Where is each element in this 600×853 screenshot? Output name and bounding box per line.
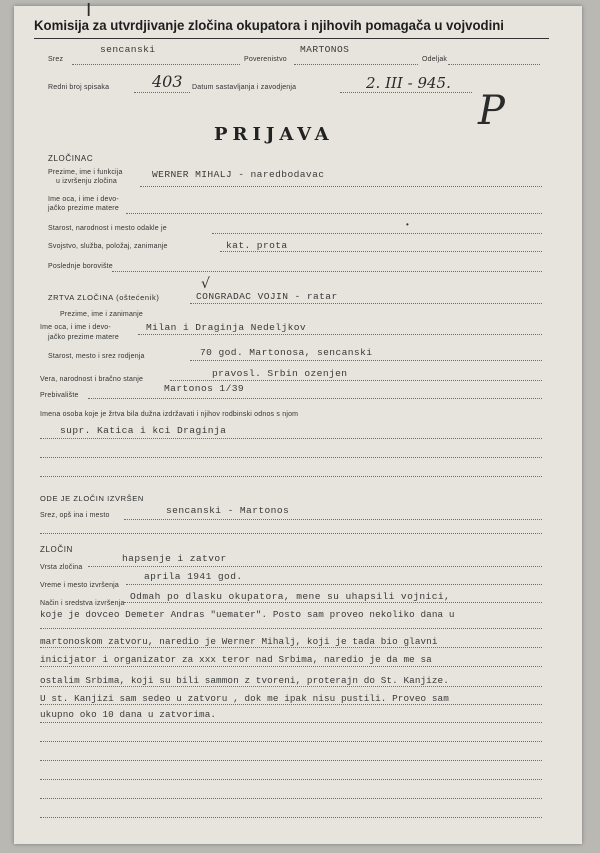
margin-mark-top-left: I	[86, 0, 92, 21]
commission-title: Komisija za utvrdjivanje zločina okupatora i njihovih pomagača u vojvodini	[34, 18, 504, 34]
narrative-line: martonoskom zatvoru, naredio je Werner Mihalj, koji je tada bio glavni	[40, 636, 438, 647]
narrative-line: ostalim Srbima, koji su bili sammon z tvoreni, proterajn do St. Kanjize.	[40, 675, 449, 686]
datum-label: Datum sastavljanja i zavodjenja	[192, 84, 297, 91]
zrtva-heading: ZRTVA ZLOČINA (oštećenik)	[48, 293, 160, 302]
zlocinac-heading: ZLOČINAC	[48, 154, 94, 163]
redni-broj-value: 403	[152, 72, 183, 91]
zlocinac-name-value: WERNER MIHALJ - naredbodavac	[152, 169, 325, 180]
margin-mark-top-right: P	[478, 88, 505, 134]
zrtva-parents-label-1: Ime oca, i ime i devo-	[40, 324, 111, 331]
zlocinac-name-label-1: Prezime, ime i funkcija	[48, 169, 123, 176]
zlocin-type-value: hapsenje i zatvor	[122, 553, 227, 564]
zrtva-parents-value: Milan i Draginja Nedeljkov	[146, 322, 307, 333]
poverenistvo-value: MARTONOS	[300, 44, 350, 55]
zrtva-residence-label: Prebivalište	[40, 392, 79, 399]
narrative-line: inicijator i organizator za xxx teror nad Srbima, naredio je da me sa	[40, 654, 432, 665]
zlocin-method-label: Način i sredstva izvršenja	[40, 600, 125, 607]
ink-dot: •	[406, 220, 409, 229]
zlocin-heading: ZLOČIN	[40, 545, 73, 554]
narrative-line: U st. Kanjizi sam sedeo u zatvoru , dok me ipak nisu pustili. Proveo sam	[40, 693, 449, 704]
datum-value: 2. III - 945.	[366, 74, 451, 92]
srez-label: Srez	[48, 56, 64, 63]
zlocinac-role-label: Svojstvo, služba, položaj, zanimanje	[48, 243, 168, 250]
zrtva-faith-value: pravosl. Srbin ozenjen	[212, 368, 348, 379]
poverenistvo-label: Poverenistvo	[244, 56, 287, 63]
zlocinac-name-label-2: u izvršenju zločina	[56, 178, 117, 185]
check-mark: √	[201, 276, 210, 292]
odeljak-label: Odeljak	[422, 56, 448, 63]
zrtva-residence-value: Martonos 1/39	[164, 383, 245, 394]
zlocinac-parents-label-2: jačko prezime matere	[48, 205, 119, 212]
zrtva-faith-label: Vera, narodnost i bračno stanje	[40, 376, 144, 383]
zrtva-name-value: CONGRADAC VOJIN - ratar	[196, 291, 338, 302]
srez-value: sencanski	[100, 44, 156, 55]
zrtva-name-label: Prezime, ime i zanimanje	[60, 311, 143, 318]
zlocinac-parents-label-1: Ime oca, i ime i devo-	[48, 196, 119, 203]
zrtva-dependents-label: Imena osoba koje je žrtva bila dužna izdržavati i njihov rodbinski odnos s njom	[40, 411, 299, 418]
narrative-line: koje je dovceo Demeter Andras "uemater". Posto sam proveo nekoliko dana u	[40, 609, 455, 620]
zrtva-birth-value: 70 god. Martonosa, sencanski	[200, 347, 373, 358]
zrtva-dependents-value: supr. Katica i kci Draginja	[60, 425, 227, 436]
zlocin-type-label: Vrsta zločina	[40, 564, 83, 571]
zlocin-time-value: aprila 1941 god.	[144, 571, 243, 582]
mesto-place-value: sencanski - Martonos	[166, 505, 290, 516]
document-title: PRIJAVA	[214, 124, 334, 145]
mesto-heading: ODE JE ZLOČIN IZVRŠEN	[40, 494, 144, 503]
redni-broj-label: Redni broj spisaka	[48, 84, 110, 91]
zlocinac-origin-label: Starost, narodnost i mesto odakle je	[48, 225, 167, 232]
narrative-line: ukupno oko 10 dana u zatvorima.	[40, 709, 217, 720]
zrtva-parents-label-2: jačko prezime matere	[48, 334, 119, 341]
zrtva-birth-label: Starost, mesto i srez rodjenja	[48, 353, 145, 360]
mesto-place-label: Srez, opš ina i mesto	[40, 512, 110, 519]
narrative-line: Odmah po dlasku okupatora, mene su uhapsili vojnici,	[130, 591, 451, 602]
zlocin-time-label: Vreme i mesto izvršenja	[40, 582, 120, 589]
zlocinac-role-value: kat. prota	[226, 240, 288, 251]
zlocinac-residence-label: Poslednje borovište	[48, 263, 113, 270]
